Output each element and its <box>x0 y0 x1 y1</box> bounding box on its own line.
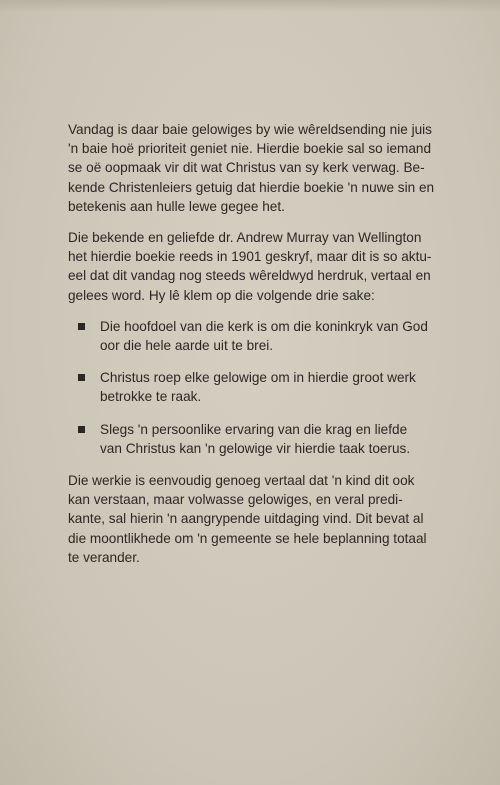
history-line: het hierdie boekie reeds in 1901 geskryf, maar dit is so aktu- <box>68 249 432 265</box>
history-line: Die bekende en geliefde dr. Andrew Murray van Wellington <box>68 230 422 246</box>
intro-line: 'n baie hoë prioriteit geniet nie. Hierdie boekie sal so iemand <box>68 141 432 157</box>
list-item <box>68 368 436 406</box>
intro-line: se oë oopmaak vir dit wat Christus van sy kerk verwag. Be- <box>68 160 425 176</box>
intro-line: betekenis aan hulle lewe gegee het. <box>68 198 285 214</box>
blurb-text <box>68 120 436 579</box>
history-line: eel dat dit vandag nog steeds wêreldwyd herdruk, vertaal en <box>68 268 431 284</box>
point-line: Slegs 'n persoonlike ervaring van die krag en liefde <box>100 421 408 437</box>
closing-line: Die werkie is eenvoudig genoeg vertaal dat 'n kind dit ook <box>68 473 415 489</box>
history-line: gelees word. Hy lê klem op die volgende drie sake: <box>68 287 375 303</box>
square-bullet-icon <box>78 323 85 330</box>
list-item <box>68 420 436 458</box>
list-item <box>68 317 436 355</box>
point-line: van Christus kan 'n gelowige vir hierdie taak toerus. <box>100 440 411 456</box>
closing-line: kan verstaan, maar volwasse gelowiges, en veral predi- <box>68 492 403 508</box>
points-list <box>68 317 436 458</box>
point-line: oor die hele aarde uit te brei. <box>100 338 274 354</box>
history-paragraph <box>68 228 436 305</box>
intro-line: Vandag is daar baie gelowiges by wie wêreldsending nie juis <box>68 122 432 137</box>
intro-line: kende Christenleiers getuig dat hierdie boekie 'n nuwe sin en <box>68 179 435 195</box>
point-line: Christus roep elke gelowige om in hierdie groot werk <box>100 370 416 386</box>
intro-paragraph <box>68 120 436 216</box>
closing-line: te verander. <box>68 549 140 565</box>
point-line: Die hoofdoel van die kerk is om die koninkryk van God <box>100 318 428 334</box>
closing-line: kante, sal hierin 'n aangrypende uitdaging vind. Dit bevat al <box>68 511 424 527</box>
square-bullet-icon <box>78 426 85 433</box>
closing-paragraph <box>68 471 436 567</box>
cover-edge-shadow <box>0 0 500 12</box>
point-line: betrokke te raak. <box>100 389 202 405</box>
square-bullet-icon <box>78 374 85 381</box>
closing-line: die moontlikhede om 'n gemeente se hele beplanning totaal <box>68 530 427 546</box>
